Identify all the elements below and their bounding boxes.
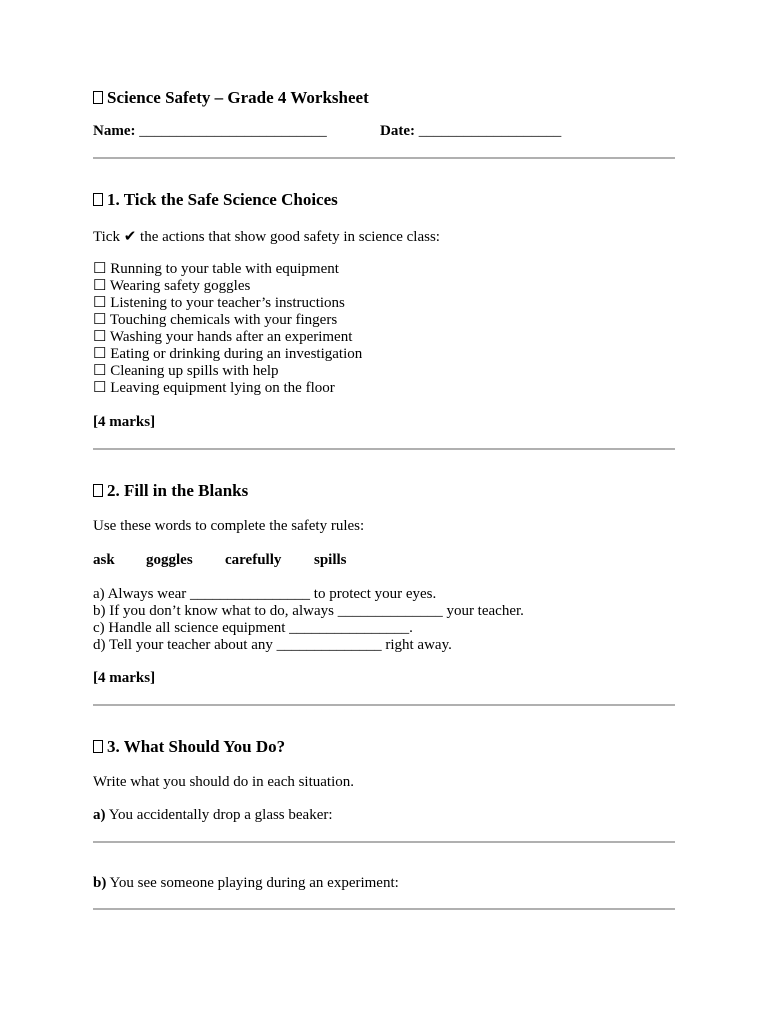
section2-instruction: Use these words to complete the safety rules: bbox=[93, 518, 365, 534]
section2-marks: [4 marks] bbox=[93, 670, 156, 686]
word-bank bbox=[93, 552, 347, 569]
divider bbox=[93, 704, 675, 706]
fill-blank-sentence[interactable]: c) Handle all science equipment ________________. bbox=[93, 620, 413, 636]
section2-heading bbox=[93, 481, 248, 501]
question-text: You accidentally drop a glass beaker: bbox=[108, 807, 333, 823]
option-item[interactable]: ☐ Wearing safety goggles bbox=[93, 278, 251, 294]
section2-heading-text: 2. Fill in the Blanks bbox=[107, 481, 249, 500]
section3-heading-text: 3. What Should You Do? bbox=[107, 737, 286, 756]
section3-instruction: Write what you should do in each situation. bbox=[93, 774, 355, 790]
fill-blank-sentence[interactable]: d) Tell your teacher about any ______________ right away. bbox=[93, 637, 452, 653]
section1-marks: [4 marks] bbox=[93, 414, 156, 430]
question-label: b) bbox=[93, 875, 107, 891]
divider bbox=[93, 157, 675, 159]
option-item[interactable]: ☐ Leaving equipment lying on the floor bbox=[93, 380, 335, 396]
date-label: Date: bbox=[380, 123, 415, 139]
divider bbox=[93, 448, 675, 450]
section1-heading bbox=[93, 190, 338, 210]
answer-line[interactable] bbox=[93, 841, 675, 843]
option-item[interactable]: ☐ Listening to your teacher’s instructions bbox=[93, 295, 345, 311]
option-item[interactable]: ☐ Touching chemicals with your fingers bbox=[93, 312, 338, 328]
question-b bbox=[93, 875, 399, 892]
date-block bbox=[380, 123, 561, 140]
section1-instruction: Tick ✔ the actions that show good safety in science class: bbox=[93, 229, 440, 245]
name-date-row bbox=[93, 123, 675, 140]
section3-heading bbox=[93, 737, 285, 757]
question-label: a) bbox=[93, 807, 106, 823]
option-item[interactable]: ☐ Eating or drinking during an investigation bbox=[93, 346, 363, 362]
fill-blank-sentence[interactable]: b) If you don’t know what to do, always ______________ your teacher. bbox=[93, 603, 524, 619]
word-bank-item: spills bbox=[314, 552, 347, 568]
question-a bbox=[93, 807, 333, 824]
word-bank-item: ask bbox=[93, 552, 115, 568]
answer-line[interactable] bbox=[93, 908, 675, 910]
name-blank[interactable]: _________________________ bbox=[139, 123, 327, 139]
missing-glyph-icon bbox=[93, 484, 103, 497]
page-title bbox=[93, 88, 369, 108]
title-text: Science Safety – Grade 4 Worksheet bbox=[107, 88, 369, 107]
option-item[interactable]: ☐ Running to your table with equipment bbox=[93, 261, 339, 277]
option-item[interactable]: ☐ Washing your hands after an experiment bbox=[93, 329, 353, 345]
date-blank[interactable]: ___________________ bbox=[418, 123, 562, 139]
word-bank-item: carefully bbox=[225, 552, 282, 568]
missing-glyph-icon bbox=[93, 193, 103, 206]
word-bank-item: goggles bbox=[146, 552, 193, 568]
fill-blank-sentence[interactable]: a) Always wear ________________ to protect your eyes. bbox=[93, 586, 437, 602]
option-item[interactable]: ☐ Cleaning up spills with help bbox=[93, 363, 279, 379]
name-label: Name: bbox=[93, 123, 136, 139]
question-text: You see someone playing during an experiment: bbox=[109, 875, 399, 891]
missing-glyph-icon bbox=[93, 91, 103, 104]
missing-glyph-icon bbox=[93, 740, 103, 753]
section1-heading-text: 1. Tick the Safe Science Choices bbox=[107, 190, 338, 209]
